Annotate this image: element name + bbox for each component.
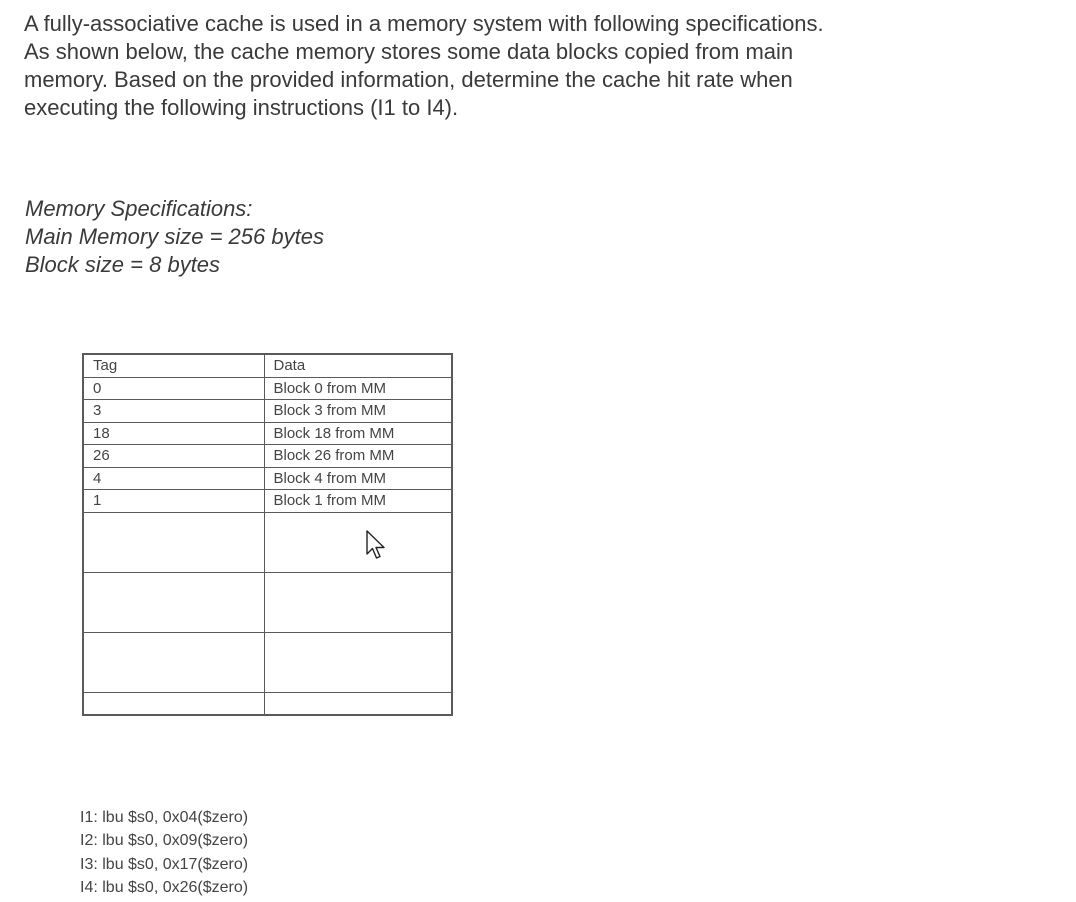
table-row [83,422,452,445]
data-cell: Block 4 from MM [264,467,452,490]
instruction-line: I1: lbu $s0, 0x04($zero) [80,809,249,826]
tag-cell: 1 [83,490,264,513]
question-line: As shown below, the cache memory stores some data blocks copied from main [24,39,794,64]
tag-cell: 4 [83,467,264,490]
table-row [83,377,452,400]
instruction-list [80,806,248,899]
question-text [24,10,884,122]
instruction-line: I4: lbu $s0, 0x26($zero) [80,878,249,896]
empty-table-row [83,632,452,692]
data-cell: Block 18 from MM [264,422,452,445]
empty-data-cell [264,512,452,572]
data-cell: Block 0 from MM [264,377,452,400]
specs-heading: Memory Specifications: [25,196,253,221]
empty-table-row [83,572,452,632]
table-header-row [83,354,452,377]
data-cell: Block 1 from MM [264,490,452,513]
table-row [83,467,452,490]
tag-cell: 18 [83,422,264,445]
empty-table-row [83,692,452,715]
empty-data-cell [264,692,452,715]
question-line: executing the following instructions (I1 to I4). [24,95,459,120]
instruction-line: I3: lbu $s0, 0x17($zero) [80,855,249,873]
data-cell: Block 26 from MM [264,445,452,468]
table-row [83,445,452,468]
question-line: A fully-associative cache is used in a memory system with following specifications. [24,11,824,36]
question-line: memory. Based on the provided information, determine the cache hit rate when [24,67,793,92]
tag-cell: 3 [83,400,264,423]
tag-header: Tag [83,354,264,377]
main-memory-size: Main Memory size = 256 bytes [25,224,324,249]
empty-data-cell [264,632,452,692]
tag-cell: 26 [83,445,264,468]
empty-data-cell [264,572,452,632]
empty-table-row [83,512,452,572]
memory-specifications [25,195,324,279]
instruction-line: I2: lbu $s0, 0x09($zero) [80,832,249,850]
cache-table [82,353,453,716]
empty-tag-cell [83,632,264,692]
tag-cell: 0 [83,377,264,400]
table-row [83,490,452,513]
data-header: Data [264,354,452,377]
block-size: Block size = 8 bytes [25,252,221,277]
empty-tag-cell [83,692,264,715]
table-row [83,400,452,423]
empty-tag-cell [83,512,264,572]
empty-tag-cell [83,572,264,632]
mouse-pointer-icon [365,530,387,562]
data-cell: Block 3 from MM [264,400,452,423]
